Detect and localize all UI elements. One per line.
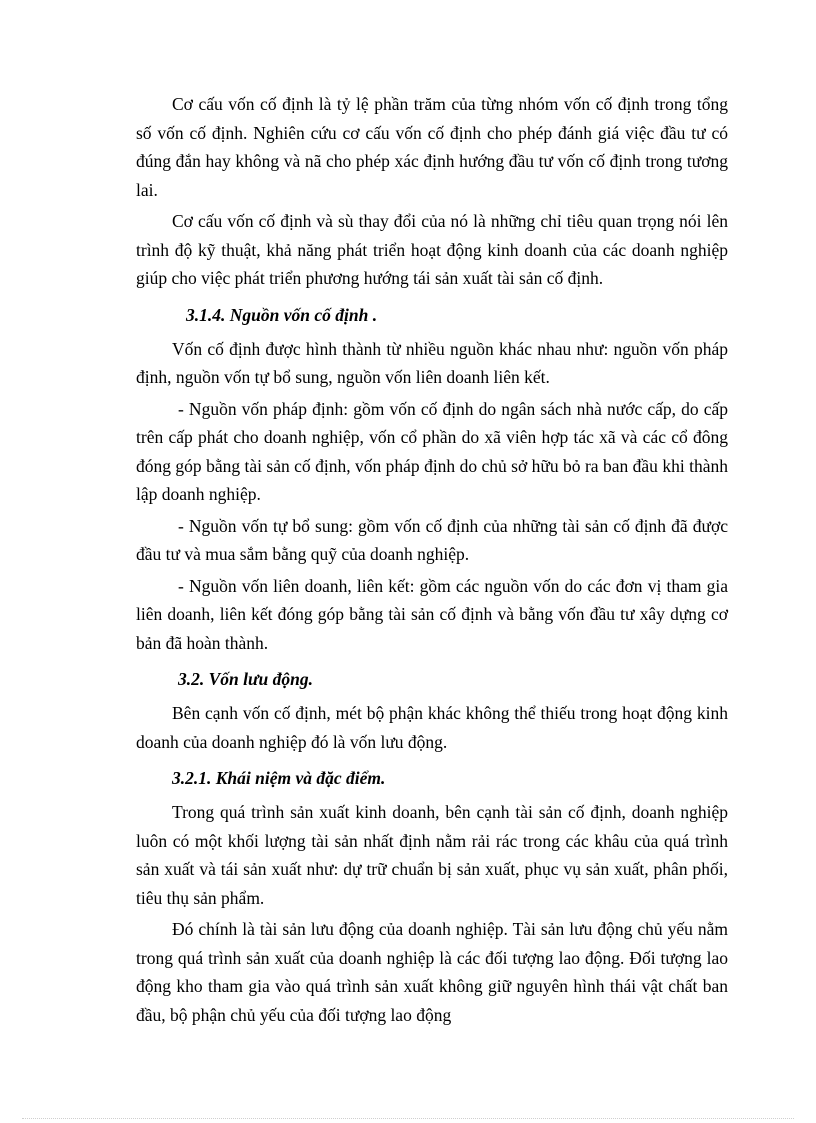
bullet-legal-capital: - Nguồn vốn pháp định: gồm vốn cố định do ngân sách nhà nước cấp, do cấp trên cấp phát cho doanh nghiệp, vốn cổ phần do xã viên hợp tác xã và các cổ đông đóng góp bằng tài sản cố định, vốn pháp định do chủ sở hữu bỏ ra ban đầu khi thành lập doanh nghiệp. — [136, 398, 728, 504]
paragraph-current-assets: Đó chính là tài sản lưu động của doanh nghiệp. Tài sản lưu động chủ yếu nằm trong quá trình sản xuất của doanh nghiệp là các đối tượng lao động. Đối tượng lao động kho tham gia vào quá trình sản xuất không giữ nguyên hình thái vật chất ban đầu, bộ phận chủ yếu của đối tượng lao động — [136, 919, 728, 1025]
paragraph-working-capital-intro: Bên cạnh vốn cố định, mét bộ phận khác không thể thiếu trong hoạt động kinh doanh của doanh nghiệp đó là vốn lưu động. — [136, 703, 728, 752]
page-bottom-divider — [22, 1118, 794, 1119]
bullet-self-supplemented-capital: - Nguồn vốn tự bổ sung: gồm vốn cố định của những tài sản cố định đã được đầu tư và mua sắm bằng quỹ của doanh nghiệp. — [136, 515, 728, 564]
paragraph-fixed-capital-structure: Cơ cấu vốn cố định là tỷ lệ phần trăm của từng nhóm vốn cố định trong tổng số vốn cố định. Nghiên cứu cơ cấu vốn cố định cho phép đánh giá việc đầu tư có đúng đắn hay không và nã cho phép xác định hướng đầu tư vốn cố định trong tương lai. — [136, 94, 728, 200]
heading-3-2: 3.2. Vốn lưu động. — [178, 669, 313, 689]
document-page — [136, 90, 728, 1032]
bullet-joint-venture-capital: - Nguồn vốn liên doanh, liên kết: gồm các nguồn vốn do các đơn vị tham gia liên doanh, liên kết đóng góp bằng tài sản cố định và bằng vốn đầu tư xây dựng cơ bản đã hoàn thành. — [136, 575, 728, 653]
heading-3-1-4: 3.1.4. Nguồn vốn cố định . — [186, 304, 378, 325]
paragraph-structure-change: Cơ cấu vốn cố định và sù thay đổi của nó là những chỉ tiêu quan trọng nói lên trình độ kỹ thuật, khả năng phát triển hoạt động kinh doanh của các doanh nghiệp giúp cho việc phát triển phương hướng tái sản xuất tài sản cố định. — [136, 211, 728, 288]
paragraph-fixed-capital-sources: Vốn cố định được hình thành từ nhiều nguồn khác nhau như: nguồn vốn pháp định, nguồn vốn tự bổ sung, nguồn vốn liên doanh liên kết. — [136, 338, 728, 387]
paragraph-production-process: Trong quá trình sản xuất kinh doanh, bên cạnh tài sản cố định, doanh nghiệp luôn có một khối lượng tài sản nhất định nằm rải rác trong các khâu của quá trình sản xuất và tái sản xuất như: dự trữ chuẩn bị sản xuất, phục vụ sản xuất, phân phối, tiêu thụ sản phẩm. — [136, 802, 728, 908]
heading-3-2-1: 3.2.1. Khái niệm và đặc điểm. — [172, 768, 386, 788]
